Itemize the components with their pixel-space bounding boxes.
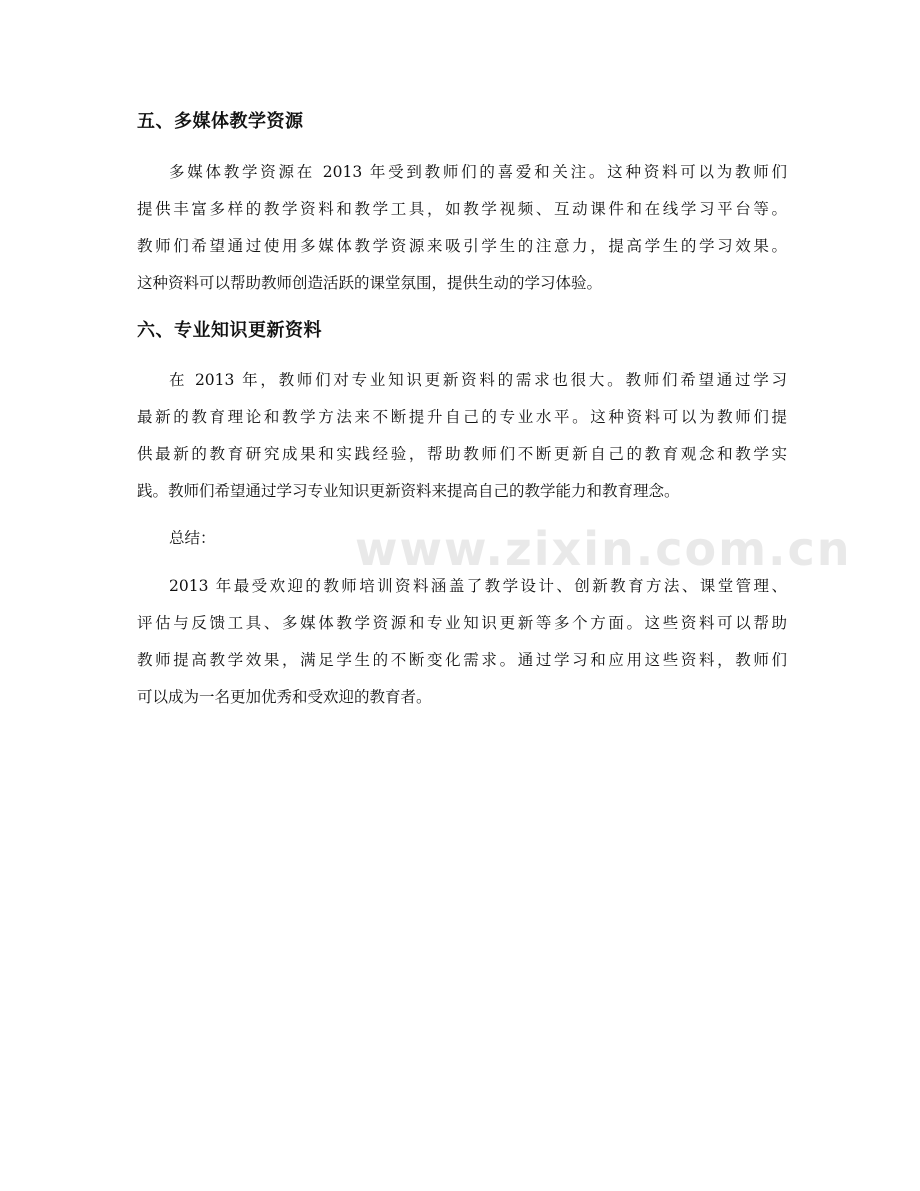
paragraph-line: 供最新的教育研究成果和实践经验，帮助教师们不断更新自己的教育观念和教学实 (137, 445, 787, 463)
paragraph-line: 在 2013 年，教师们对专业知识更新资料的需求也很大。教师们希望通过学习 (169, 371, 787, 389)
paragraph-line: 提供丰富多样的教学资料和教学工具，如教学视频、互动课件和在线学习平台等。 (137, 200, 787, 218)
paragraph-line: 这种资料可以帮助教师创造活跃的课堂氛围，提供生动的学习体验。 (137, 274, 603, 292)
paragraph-multimedia (137, 154, 787, 302)
paragraph-line: 2013 年最受欢迎的教师培训资料涵盖了教学设计、创新教育方法、课堂管理、 (169, 577, 787, 595)
paragraph-professional (137, 362, 787, 510)
paragraph-summary (137, 568, 787, 716)
paragraph-line: 教师提高教学效果，满足学生的不断变化需求。通过学习和应用这些资料，教师们 (137, 651, 787, 669)
section-heading-professional: 六、专业知识更新资料 (137, 320, 322, 341)
paragraph-line: 践。教师们希望通过学习专业知识更新资料来提高自己的教学能力和教育理念。 (137, 482, 680, 500)
summary-label: 总结： (169, 529, 216, 547)
paragraph-line: 评估与反馈工具、多媒体教学资源和专业知识更新等多个方面。这些资料可以帮助 (137, 614, 787, 632)
paragraph-line: 教师们希望通过使用多媒体教学资源来吸引学生的注意力，提高学生的学习效果。 (137, 237, 787, 255)
paragraph-line: 最新的教育理论和教学方法来不断提升自己的专业水平。这种资料可以为教师们提 (137, 408, 787, 426)
watermark: www.zixin.com.cn (355, 522, 852, 576)
paragraph-line: 可以成为一名更加优秀和受欢迎的教育者。 (137, 688, 432, 706)
section-heading-multimedia: 五、多媒体教学资源 (137, 111, 304, 132)
paragraph-line: 多媒体教学资源在 2013 年受到教师们的喜爱和关注。这种资料可以为教师们 (169, 163, 787, 181)
